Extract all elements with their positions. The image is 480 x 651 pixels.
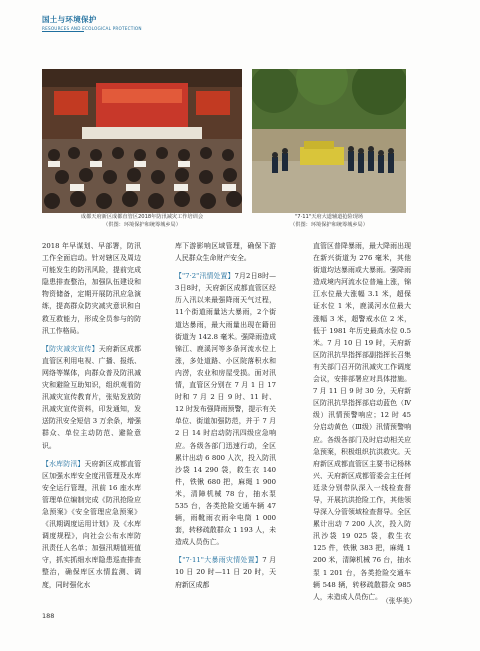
text-column-3 xyxy=(313,240,411,603)
author-credit: （张华美） xyxy=(382,597,416,605)
text-column-2 xyxy=(175,240,276,591)
section-header xyxy=(42,14,142,31)
text-column-1 xyxy=(42,240,141,591)
header-rule xyxy=(42,31,84,32)
section-heading: 【"7·2"汛情处置】 xyxy=(175,272,235,281)
section-title: 国土与环境保护 xyxy=(42,15,97,24)
section-reservoir: 【水库防汛】天府新区成都直管区加强水库安全度汛管理及水库安全运行管理，汛前 16 座水库管理单位编制完成《防汛抢险应急预案》《安全管理应急预案》《汛期调度运用计划》及《水库调度规程》，向社会公布水库防汛责任人名单；加强汛期值班值守，抓实抓细水库隐患巡查排查整治，确保库区水情监测、调度，同时强化水 xyxy=(42,459,142,589)
section-subtitle: RESOURCES AND ECOLOGICAL PROTECTION xyxy=(42,26,142,31)
paragraph: 2018 年早谋划、早部署，防汛工作全面启动。针对辖区及周边可能发生的防汛风险，提前完成隐患排查整治，加强队伍建设和物资储备，定期开展防汛应急演练，提高群众防灾减灾意识和自救互救能力，形成全员参与的防汛工作格局。 xyxy=(42,242,141,335)
page-number: 188 xyxy=(42,612,55,620)
training-meeting-photo xyxy=(42,69,242,213)
flood-rescue-photo xyxy=(252,69,406,213)
paragraph: 库下游影响区域管理，确保下游人民群众生命财产安全。 xyxy=(175,242,276,263)
section-heading: 【防灾减灾宣传】 xyxy=(42,344,99,353)
flood-rescue-caption: "7·11"天府大道辅道抢险现场 （供图：环境保护和统筹城乡局） xyxy=(290,214,368,228)
section-heading: 【水库防汛】 xyxy=(42,459,85,468)
section-7-2-flood: 【"7·2"汛情处置】7月2日8时—3日8时，天府新区成都直管区经历入汛以来最强降雨天气过程，11个街道雨量达大暴雨，2个街道达暴雨，最大雨量出现在籍田街道为 142.8 毫米。强降雨造成锦江、鹿溪河等多条河流水位上涨，多处道路、小区院落积水和内涝，农业和房屋受损。面对汛情，直管区分别在 7 月 1 日 17 时和 7 月 2 日 9 时、11 时、12 时发布强降雨预警，提示有关单位、街道加强防范，并于 7 月 2 日 14 时启动防汛四级应急响应。各级各部门迅速行动，全区累计出动 6 800 人次，投入防汛沙袋 14 290 袋，救生衣 140 件，铁锹 680 把，麻绳 1 900 米，清障机械 78 台，抽水泵 535 台，各类抢险交通车辆 47 辆，雨靴雨衣雨伞电筒 1 000 套，转移疏散群众 1 193 人，未造成人员伤亡。 xyxy=(175,272,277,547)
paragraph: 直管区普降暴雨，最大降雨出现在新兴街道为 276 毫米，其他街道均达暴雨或大暴雨。强降雨造成境内河流水位普遍上涨，锦江水位最大涨幅 3.1 米，超保证水位 1 米，鹿溪河水位最大涨幅 3 米，超警戒水位 2 米，低于 1981 年历史最高水位 0.5 米。7 月 10 日 19 时，天府新区防汛抗旱指挥部副指挥长召集有关部门召开防汛减灾工作调度会议，安排部署应对具体措施。7 月 11 日 9 时 30 分，天府新区防汛抗旱指挥部启动蓝色（Ⅳ级）汛情预警响应；12 时 45 分启动黄色（Ⅲ级）汛情预警响应。各级各部门及时启动相关应急预案，积极组织抗洪救灾。天府新区成都直管区主要书记杨林兴、天府新区成都管委会主任何廷录分别带队深入一线检查督导，开展抗洪抢险工作，其他领导深入分管领域检查督导。全区累计出动 7 200 人次，投入防汛沙袋 19 025 袋，救生衣 125 件，铁锹 383 把，麻绳 1 200 米，清障机械 76 台，抽水泵 1 201 台，各类抢险交通车辆 548 辆，转移疏散群众 985 人，未造成人员伤亡。 xyxy=(313,242,411,601)
section-7-11-storm: 【"7·11"大暴雨灾情处置】7 月 10 日 20 时—11 日 20 时，天府新区成都 xyxy=(175,556,277,589)
section-heading: 【"7·11"大暴雨灾情处置】 xyxy=(175,556,263,565)
section-disaster-publicity: 【防灾减灾宣传】天府新区成都直管区利用电视、广播、报纸、网络等媒体，向群众普及防汛减灾和避险互助知识，组织观看防汛减灾宣传教育片，张贴发放防汛减灾宣传资料，印发通知，发送防汛安全短信 3 万余条，增强群众、单位主动防范、避险意识。 xyxy=(42,344,142,450)
training-meeting-caption: 成都天府新区成都直管区2018年防汛减灾工作培训会 （供图：环境保护和统筹城乡局） xyxy=(80,214,204,228)
